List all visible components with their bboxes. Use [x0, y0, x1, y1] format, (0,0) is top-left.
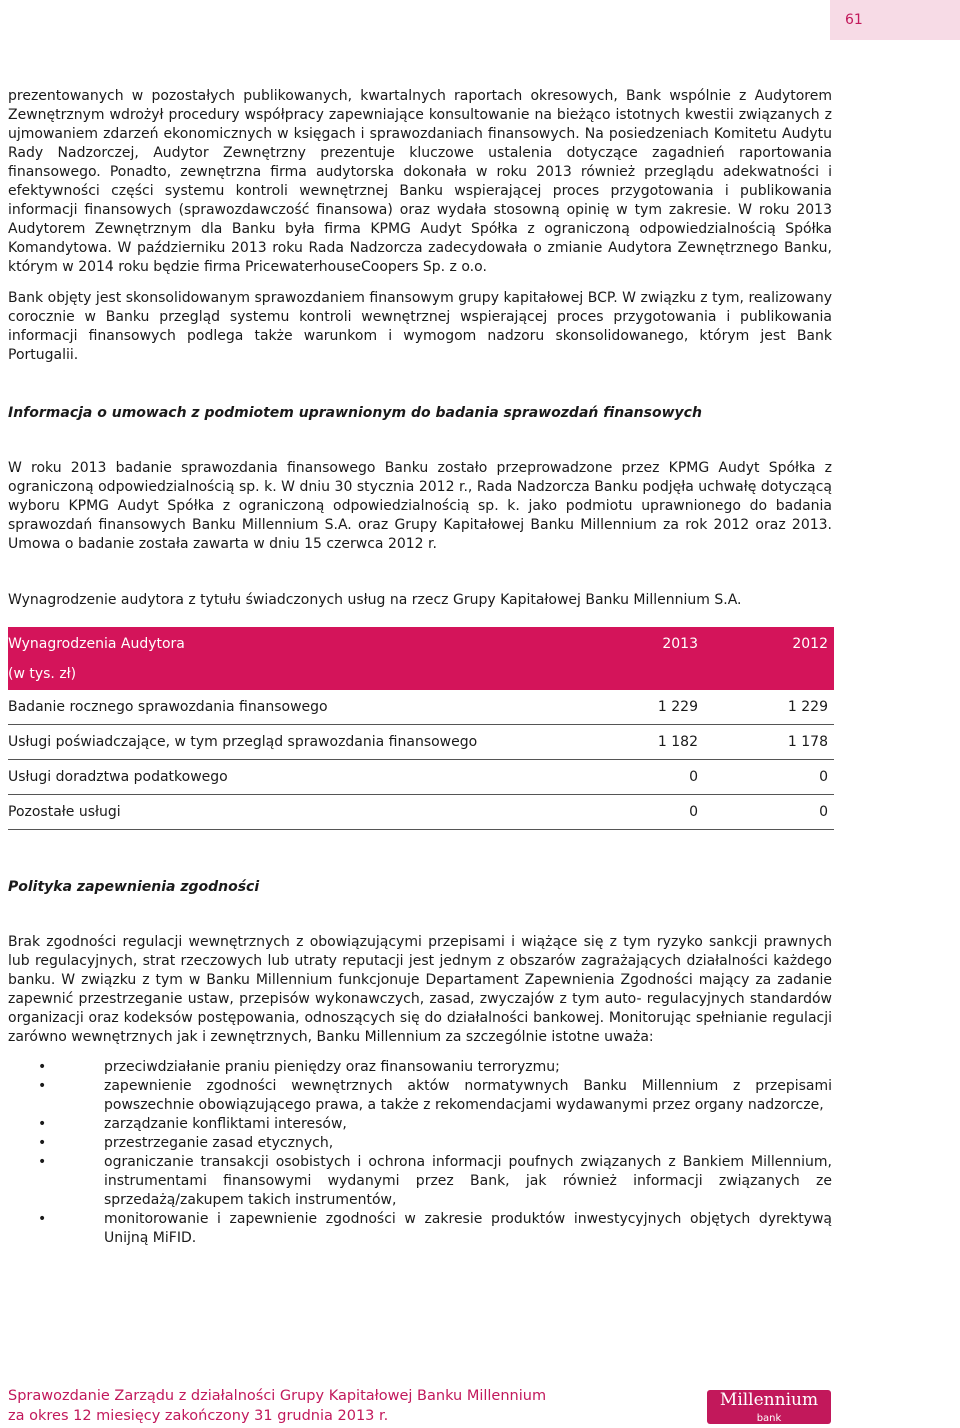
paragraph-audit-cooperation: prezentowanych w pozostałych publikowanych, kwartalnych raportach okresowych, Bank wspólnie z Audytorem Zewnętrznym wdrożył procedury współpracy zapewniające konsultowanie na bieżąco istotnych kwestii związanych z ujmowaniem zdarzeń ekonomicznych w księgach i sprawozdaniach finansowych. Na posiedzeniach Komitetu Audytu Rady Nadzorczej, Audytor Zewnętrzny prezentuje kluczowe ustalenia dotyczące zagadnień raportowania finansowego. Ponadto, zewnętrzna firma audytorska dokonała w roku 2013 również przeglądu adekwatności i efektywności części systemu kontroli wewnętrznej Banku wspierającej proces przygotowania i publikowania informacji finansowych (sprawozdawczość finansowa) oraz wydała stosowną opinię w tym zakresie. W roku 2013 Audytorem Zewnętrznym dla Banku była firma KPMG Audyt Spółka z ograniczoną odpowiedzialnością Spółka Komandytowa. W październiku 2013 roku Rada Nadzorcza zadecydowała o zmianie Audytora Zewnętrznego Banku, którym w 2014 roku będzie firma PricewaterhouseCoopers Sp. z o.o.: [8, 88, 832, 275]
list-item-text: ograniczanie transakcji osobistych i ochrona informacji poufnych związanych z Bankiem Millennium, instrumentami finansowymi wydanymi przez Bank, jak również informacji związanych ze sprzedażą/zakupem takich instrumentów,: [104, 1154, 832, 1208]
row-value-2013: 1 182: [603, 725, 698, 760]
bullet-icon: •: [38, 1135, 47, 1151]
list-item: [8, 1134, 832, 1153]
list-item: [8, 1077, 832, 1115]
list-item: [8, 1153, 832, 1210]
header-label: [8, 627, 603, 690]
table-row: [8, 725, 834, 760]
document-body: [8, 87, 832, 1248]
list-item: [8, 1058, 832, 1077]
footer-report-title: [8, 1386, 546, 1426]
compliance-bullet-list: [8, 1058, 832, 1248]
table-caption: Wynagrodzenie audytora z tytułu świadczonych usług na rzecz Grupy Kapitałowej Banku Millennium S.A.: [8, 592, 742, 608]
list-item-text: przeciwdziałanie praniu pieniędzy oraz finansowaniu terroryzmu;: [104, 1059, 560, 1075]
list-item: [8, 1115, 832, 1134]
bullet-icon: •: [38, 1211, 47, 1227]
millennium-logo: [707, 1390, 831, 1424]
bullet-icon: •: [38, 1078, 47, 1094]
auditor-fees-table: [8, 627, 834, 830]
row-label: Usługi poświadczające, w tym przegląd sprawozdania finansowego: [8, 725, 603, 760]
paragraph-bcp-consolidation: Bank objęty jest skonsolidowanym sprawozdaniem finansowym grupy kapitałowej BCP. W związku z tym, realizowany corocznie w Banku przegląd systemu kontroli wewnętrznej wspierającej proces przygotowania i publikowania informacji finansowych podlega także warunkom i wymogom nadzoru skonsolidowanego, którym jest Bank Portugalii.: [8, 290, 832, 363]
header-title: Wynagrodzenia Audytora: [8, 636, 185, 652]
footer-line-2: za okres 12 miesięcy zakończony 31 grudnia 2013 r.: [8, 1408, 389, 1424]
bullet-icon: •: [38, 1116, 47, 1132]
header-2012: 2012: [698, 627, 834, 690]
row-label: Usługi doradztwa podatkowego: [8, 760, 603, 795]
paragraph-compliance: Brak zgodności regulacji wewnętrznych z obowiązującymi przepisami i wiążące się z tym ryzyko sankcji prawnych lub regulacyjnych, strat rzeczowych lub utraty reputacji jest jednym z obszarów zagrażających działalności każdego banku. W związku z tym w Banku Millennium funkcjonuje Departament Zapewnienia Zgodności mający za zadanie zapewnić przestrzeganie ustaw, przepisów wykonawczych, zasad, zwyczajów z tym auto- regulacyjnych standardów organizacji oraz kodeksów postępowania, odnoszących się do działalności bankowej. Monitorując spełnianie regulacji zarówno wewnętrznych jak i zewnętrznych, Banku Millennium za szczególnie istotne uważa:: [8, 934, 832, 1045]
list-item: [8, 1210, 832, 1248]
page-number: 61: [830, 0, 960, 40]
list-item-text: zarządzanie konfliktami interesów,: [104, 1116, 347, 1132]
list-item-text: zapewnienie zgodności wewnętrznych aktów normatywnych Banku Millennium z przepisami powszechnie obowiązującego prawa, a także z rekomendacjami wydawanymi przez organy nadzorcze,: [104, 1078, 832, 1113]
header-2013: 2013: [603, 627, 698, 690]
row-value-2012: 1 229: [698, 690, 834, 725]
table-row: [8, 795, 834, 830]
row-value-2012: 1 178: [698, 725, 834, 760]
footer-line-1: Sprawozdanie Zarządu z działalności Grupy Kapitałowej Banku Millennium: [8, 1388, 547, 1404]
list-item-text: monitorowanie i zapewnienie zgodności w zakresie produktów inwestycyjnych objętych dyrektywą Unijną MiFID.: [104, 1211, 832, 1246]
row-label: Pozostałe usługi: [8, 795, 603, 830]
paragraph-kpmg-audit: W roku 2013 badanie sprawozdania finansowego Banku zostało przeprowadzone przez KPMG Audyt Spółka z ograniczoną odpowiedzialnością sp. k. W dniu 30 stycznia 2012 r., Rada Nadzorcza Banku podjęła uchwałę dotyczącą wyboru KPMG Audyt Spółka z ograniczoną odpowiedzialnością sp. k. jako podmiotu uprawnionego do badania sprawozdań finansowych Banku Millennium S.A. oraz Grupy Kapitałowej Banku Millennium za rok 2012 oraz 2013. Umowa o badanie została zawarta w dniu 15 czerwca 2012 r.: [8, 460, 832, 552]
row-value-2013: 0: [603, 760, 698, 795]
logo-word: Millennium: [719, 1390, 819, 1410]
row-value-2012: 0: [698, 760, 834, 795]
table-row: [8, 760, 834, 795]
bullet-icon: •: [38, 1059, 47, 1075]
logo-sub: bank: [756, 1413, 782, 1424]
row-label: Badanie rocznego sprawozdania finansowego: [8, 690, 603, 725]
table-row: [8, 690, 834, 725]
header-unit: (w tys. zł): [8, 666, 77, 682]
bullet-icon: •: [38, 1154, 47, 1170]
section-heading-auditor-agreements: Informacja o umowach z podmiotem uprawnionym do badania sprawozdań finansowych: [8, 405, 702, 421]
list-item-text: przestrzeganie zasad etycznych,: [104, 1135, 334, 1151]
row-value-2013: 1 229: [603, 690, 698, 725]
table-header-row: [8, 627, 834, 690]
section-heading-compliance: Polityka zapewnienia zgodności: [8, 879, 260, 895]
row-value-2013: 0: [603, 795, 698, 830]
row-value-2012: 0: [698, 795, 834, 830]
